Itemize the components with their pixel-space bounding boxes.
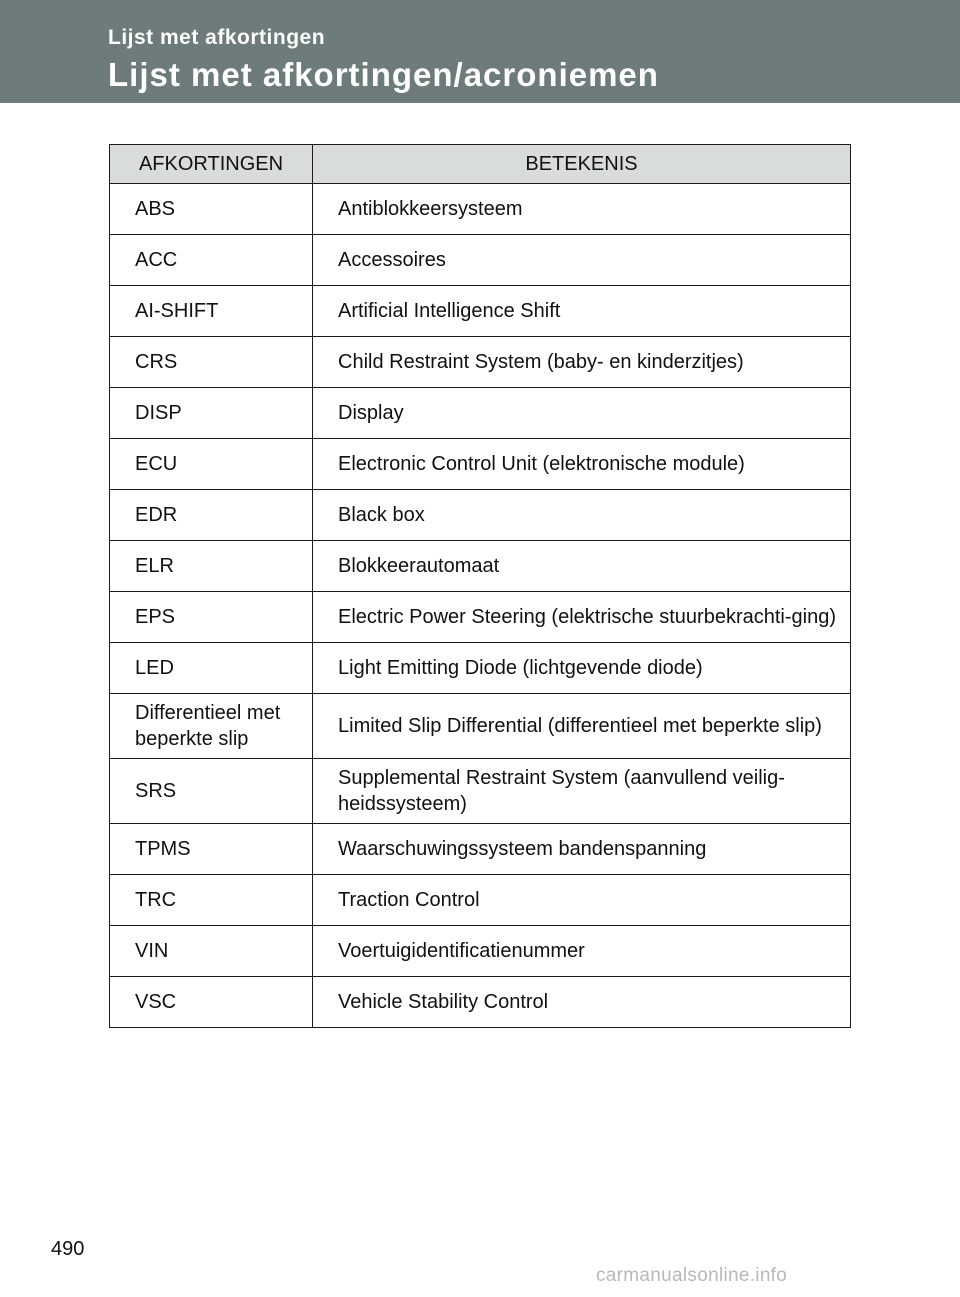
meaning-cell: Vehicle Stability Control (313, 977, 851, 1028)
abbreviation-cell: AI-SHIFT (110, 286, 313, 337)
table-header-row (110, 145, 851, 184)
table-row (110, 490, 851, 541)
table-row (110, 592, 851, 643)
section-subtitle: Lijst met afkortingen (108, 26, 326, 49)
table-row (110, 977, 851, 1028)
meaning-cell: Black box (313, 490, 851, 541)
meaning-cell: Limited Slip Differential (differentieel met beperkte slip) (313, 694, 851, 759)
abbreviation-cell: TPMS (110, 824, 313, 875)
table-row (110, 337, 851, 388)
abbreviation-cell: VIN (110, 926, 313, 977)
meaning-cell: Traction Control (313, 875, 851, 926)
table-row (110, 875, 851, 926)
abbreviation-cell: SRS (110, 759, 313, 824)
meaning-cell: Child Restraint System (baby- en kinderzitjes) (313, 337, 851, 388)
table-row (110, 388, 851, 439)
abbreviation-cell: VSC (110, 977, 313, 1028)
meaning-cell: Electronic Control Unit (elektronische module) (313, 439, 851, 490)
abbreviation-cell: ABS (110, 184, 313, 235)
abbreviation-cell: TRC (110, 875, 313, 926)
table-row (110, 184, 851, 235)
meaning-cell: Display (313, 388, 851, 439)
watermark: carmanualsonline.info (596, 1265, 788, 1286)
meaning-cell: Waarschuwingssysteem bandenspanning (313, 824, 851, 875)
meaning-cell: Blokkeerautomaat (313, 541, 851, 592)
meaning-cell: Antiblokkeersysteem (313, 184, 851, 235)
table-row (110, 235, 851, 286)
meaning-cell: Electric Power Steering (elektrische stuurbekrachti-ging) (313, 592, 851, 643)
page-number: 490 (51, 1238, 85, 1260)
abbreviation-cell: DISP (110, 388, 313, 439)
abbreviation-cell: EDR (110, 490, 313, 541)
table-row (110, 759, 851, 824)
table-row (110, 541, 851, 592)
abbreviation-cell: ACC (110, 235, 313, 286)
table-row (110, 643, 851, 694)
abbreviation-cell: ECU (110, 439, 313, 490)
abbreviation-cell: ELR (110, 541, 313, 592)
meaning-cell: Artificial Intelligence Shift (313, 286, 851, 337)
column-header-meaning: BETEKENIS (313, 145, 851, 184)
table-row (110, 824, 851, 875)
table-row (110, 439, 851, 490)
abbreviation-cell: EPS (110, 592, 313, 643)
abbreviation-cell: LED (110, 643, 313, 694)
table-row (110, 286, 851, 337)
abbreviation-cell: CRS (110, 337, 313, 388)
meaning-cell: Supplemental Restraint System (aanvullend veilig-heidssysteem) (313, 759, 851, 824)
meaning-cell: Voertuigidentificatienummer (313, 926, 851, 977)
column-header-abbreviations: AFKORTINGEN (110, 145, 313, 184)
table-row (110, 926, 851, 977)
meaning-cell: Accessoires (313, 235, 851, 286)
meaning-cell: Light Emitting Diode (lichtgevende diode) (313, 643, 851, 694)
abbreviation-cell: Differentieel met beperkte slip (110, 694, 313, 759)
table-row (110, 694, 851, 759)
page-title: Lijst met afkortingen/acroniemen (108, 56, 659, 93)
abbreviations-table (109, 144, 851, 1028)
